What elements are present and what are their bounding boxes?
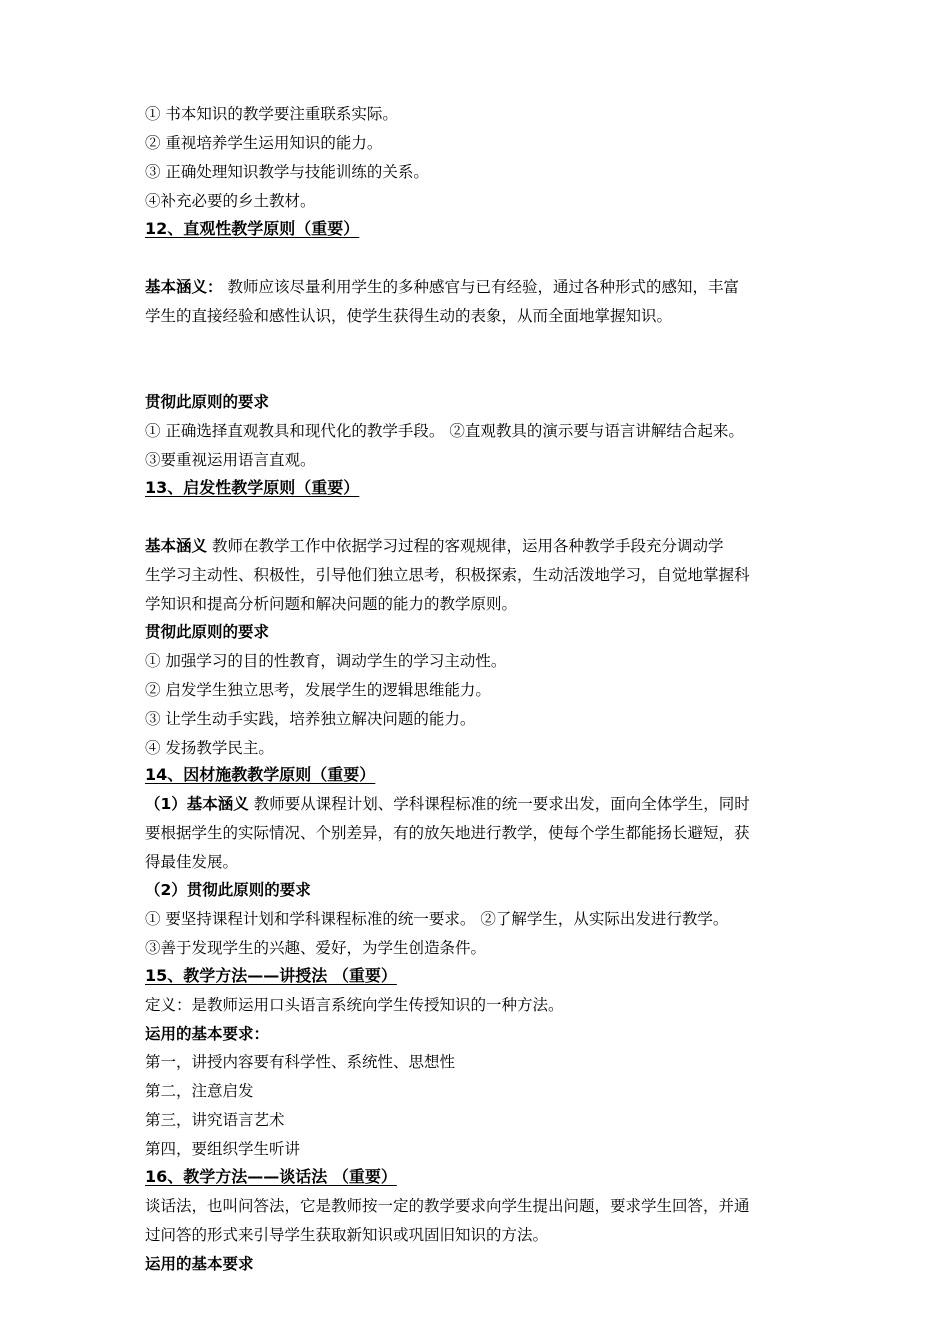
- s15-heading: 15、教学方法——讲授法 （重要）: [145, 966, 397, 985]
- s13-definition-label: 基本涵义: [145, 537, 208, 555]
- s16-requirements-label: 运用的基本要求: [145, 1255, 254, 1273]
- s14-definition-line-2: 要根据学生的实际情况、个别差异，有的放矢地进行教学，使每个学生都能扬长避短，获: [145, 824, 750, 842]
- s15-item-4: 第四，要组织学生听讲: [145, 1140, 301, 1158]
- s12-definition-label: 基本涵义：: [145, 278, 223, 296]
- s11-item-2: ② 重视培养学生运用知识的能力。: [145, 134, 383, 152]
- s13-item-2: ② 启发学生独立思考，发展学生的逻辑思维能力。: [145, 681, 491, 699]
- s13-requirements-label: 贯彻此原则的要求: [145, 623, 270, 641]
- s14-requirements-label: （2）贯彻此原则的要求: [145, 881, 311, 899]
- s16-definition-line-2: 过问答的形式来引导学生获取新知识或巩固旧知识的方法。: [145, 1226, 549, 1244]
- s13-definition-line-1: 基本涵义 教师在教学工作中依据学习过程的客观规律，运用各种教学手段充分调动学: [145, 537, 724, 555]
- s12-requirements-label: 贯彻此原则的要求: [145, 393, 270, 411]
- s12-definition-line-2: 学生的直接经验和感性认识，使学生获得生动的表象，从而全面地掌握知识。: [145, 307, 673, 325]
- s15-item-1: 第一，讲授内容要有科学性、系统性、思想性: [145, 1053, 456, 1071]
- s13-heading: 13、启发性教学原则（重要）: [145, 478, 360, 497]
- s13-definition-line-2: 生学习主动性、积极性，引导他们独立思考，积极探索，生动活泼地学习，自觉地掌握科: [145, 566, 750, 584]
- s12-definition-line-1: 基本涵义： 教师应该尽量利用学生的多种感官与已有经验，通过各种形式的感知，丰富: [145, 278, 739, 296]
- s15-definition: 定义：是教师运用口头语言系统向学生传授知识的一种方法。: [145, 996, 564, 1014]
- s16-heading: 16、教学方法——谈话法 （重要）: [145, 1167, 397, 1186]
- s14-requirements-line-2: ③善于发现学生的兴趣、爱好，为学生创造条件。: [145, 939, 487, 957]
- s15-item-2: 第二，注意启发: [145, 1082, 254, 1100]
- s14-definition-label: （1）基本涵义: [145, 795, 249, 813]
- s15-item-3: 第三，讲究语言艺术: [145, 1111, 285, 1129]
- s16-definition-line-1: 谈话法，也叫问答法，它是教师按一定的教学要求向学生提出问题，要求学生回答，并通: [145, 1197, 750, 1215]
- s14-definition-line-1: （1）基本涵义 教师要从课程计划、学科课程标准的统一要求出发，面向全体学生，同时: [145, 795, 750, 813]
- s11-item-1: ① 书本知识的教学要注重联系实际。: [145, 105, 398, 123]
- s11-item-4: ④补充必要的乡土教材。: [145, 192, 316, 210]
- s13-item-1: ① 加强学习的目的性教育，调动学生的学习主动性。: [145, 652, 507, 670]
- s15-requirements-label: 运用的基本要求：: [145, 1025, 270, 1043]
- s11-item-3: ③ 正确处理知识教学与技能训练的关系。: [145, 163, 429, 181]
- s14-heading: 14、因材施教教学原则（重要）: [145, 765, 376, 784]
- s14-definition-line-3: 得最佳发展。: [145, 853, 239, 871]
- s13-item-4: ④ 发扬教学民主。: [145, 739, 274, 757]
- s13-definition-line-3: 学知识和提高分析问题和解决问题的能力的教学原则。: [145, 595, 518, 613]
- s13-item-3: ③ 让学生动手实践，培养独立解决问题的能力。: [145, 710, 476, 728]
- s14-requirements-line-1: ① 要坚持课程计划和学科课程标准的统一要求。 ②了解学生，从实际出发进行教学。: [145, 910, 729, 928]
- s12-heading: 12、直观性教学原则（重要）: [145, 219, 360, 238]
- s12-requirements-line-2: ③要重视运用语言直观。: [145, 451, 316, 469]
- s12-requirements-line-1: ① 正确选择直观教具和现代化的教学手段。 ②直观教具的演示要与语言讲解结合起来。: [145, 422, 744, 440]
